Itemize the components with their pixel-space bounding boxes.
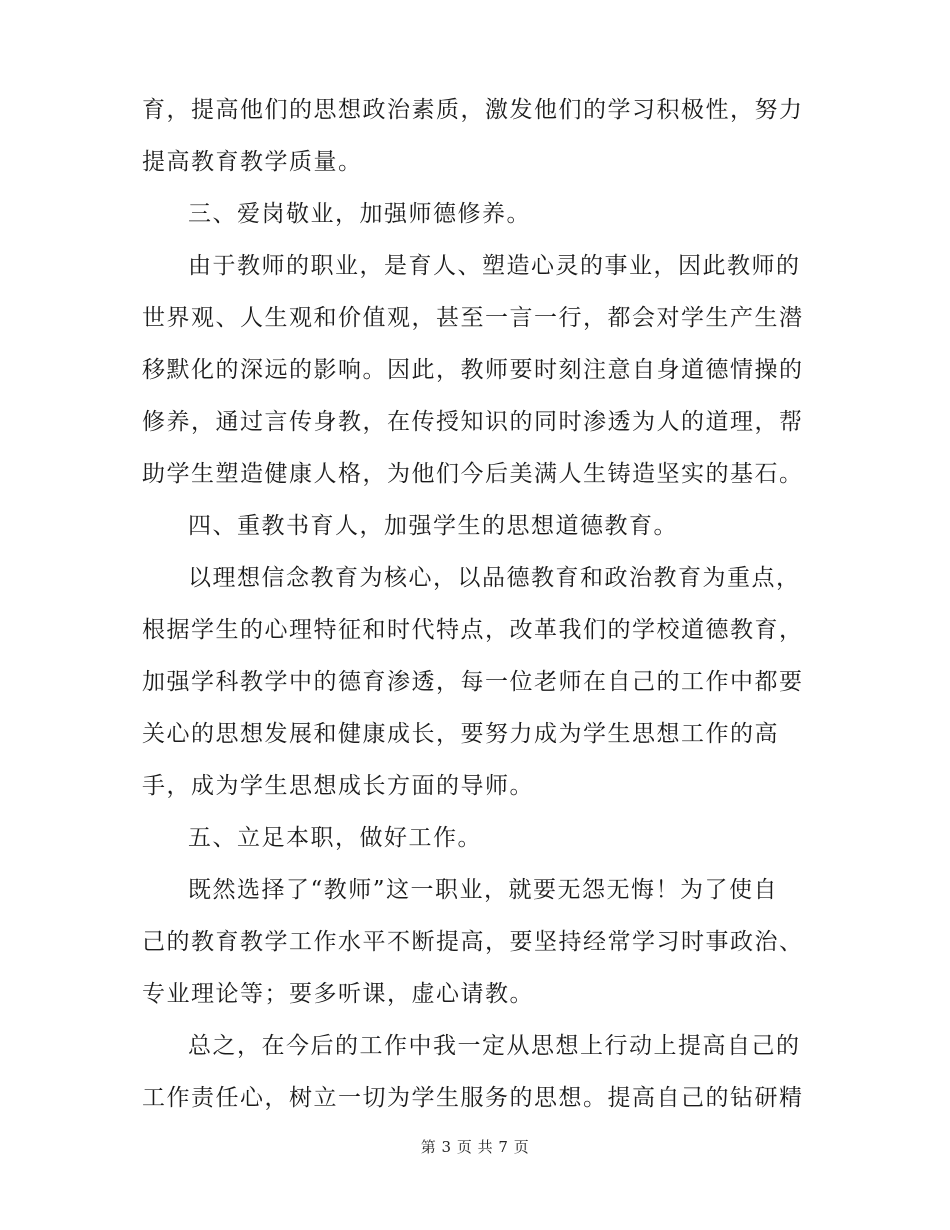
text-line: 关心的思想发展和健康成长，要努力成为学生思想工作的高: [142, 721, 779, 747]
text-line: 移默化的深远的影响。因此，教师要时刻注意自身道德情操的: [142, 357, 804, 383]
text-line: 由于教师的职业，是育人、塑造心灵的事业，因此教师的: [188, 253, 801, 279]
text-line: 三、爱岗敬业，加强师德修养。: [188, 201, 531, 227]
text-line: 育，提高他们的思想政治素质，激发他们的学习积极性，努力: [142, 97, 804, 123]
text-line: 既然选择了“教师”这一职业，就要无怨无悔！为了使自: [188, 877, 779, 903]
text-line: 五、立足本职，做好工作。: [188, 825, 482, 851]
text-line: 总之，在今后的工作中我一定从思想上行动上提高自己的: [188, 1033, 801, 1059]
text-line: 工作责任心，树立一切为学生服务的思想。提高自己的钻研精: [142, 1085, 804, 1111]
text-line: 手，成为学生思想成长方面的导师。: [142, 773, 534, 799]
body-text: [142, 84, 812, 1124]
text-line: 己的教育教学工作水平不断提高，要坚持经常学习时事政治、: [142, 929, 804, 955]
text-line: 提高教育教学质量。: [142, 149, 363, 175]
text-line: 加强学科教学中的德育渗透，每一位老师在自己的工作中都要: [142, 669, 804, 695]
text-line: 助学生塑造健康人格，为他们今后美满人生铸造坚实的基石。: [142, 461, 804, 487]
text-line: 以理想信念教育为核心，以品德教育和政治教育为重点，: [188, 565, 801, 591]
text-line: 世界观、人生观和价值观，甚至一言一行，都会对学生产生潜: [142, 305, 804, 331]
text-line: 四、重教书育人，加强学生的思想道德教育。: [188, 513, 678, 539]
text-line: 根据学生的心理特征和时代特点，改革我们的学校道德教育，: [142, 617, 804, 643]
text-line: 修养，通过言传身教，在传授知识的同时渗透为人的道理，帮: [142, 409, 804, 435]
text-line: 专业理论等；要多听课，虚心请教。: [142, 981, 534, 1007]
page-footer: 第 3 页 共 7 页: [420, 1138, 530, 1156]
